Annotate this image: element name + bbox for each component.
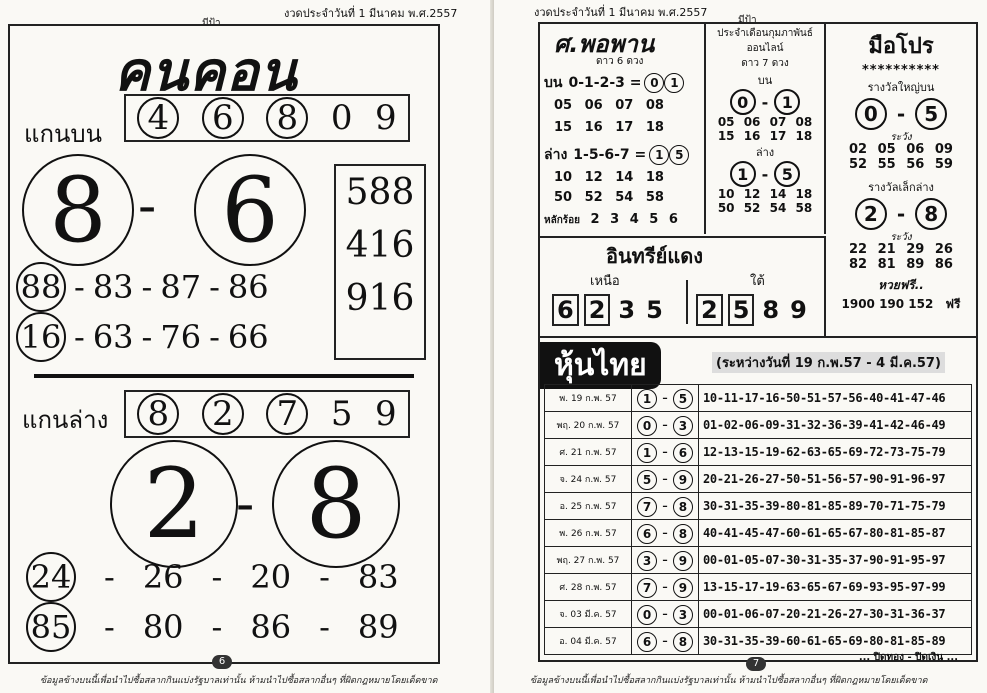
stock-numbers: 13-15-17-19-63-65-67-69-93-95-97-99 (699, 574, 972, 601)
bottom-label: แกนล่าง (22, 406, 109, 434)
stock-date: จ. 03 มี.ค. 57 (545, 601, 632, 628)
stock-panel (540, 336, 976, 662)
top-row-1: 88 - 83 - 87 - 86 (16, 262, 269, 312)
monthly-lang-nums-1: 10 12 14 18 (717, 187, 813, 201)
stock-numbers: 20-21-26-27-50-51-56-57-90-91-96-97 (699, 466, 972, 493)
phopan-bon-label: บน (544, 75, 563, 91)
stock-pair-a: 6 (637, 524, 657, 544)
right-footer-disclaimer: ข้อมูลข้างบนนี้เพื่อนำไปซื้อสลากกินแบ่งรัฐบาลเท่านั้น ห้ามนำไปซื้อสลากอื่นๆ ที่ผิดกฎหมายโดยเด็ดขาด (530, 676, 928, 686)
pro-panel (826, 24, 976, 334)
phopan-lang-r1: 1 (649, 145, 669, 165)
bottom-pair-left: 2 (110, 440, 238, 568)
section-divider (34, 374, 414, 378)
top-pair-left: 8 (22, 154, 134, 266)
stock-pair-a: 7 (637, 578, 657, 598)
stock-pair: 1 - 5 (632, 385, 699, 412)
logo-khonkhon: คนคอน (114, 40, 298, 103)
phopan-panel (540, 24, 706, 234)
right-issue-date: งวดประจำวันที่ 1 มีนาคม พ.ศ.2557 (534, 6, 708, 19)
stock-row (545, 493, 972, 520)
stock-pair-a: 5 (637, 470, 657, 490)
left-issue-date: งวดประจำวันที่ 1 มีนาคม พ.ศ.2557 (284, 7, 458, 20)
top-row2-n1: 16 (16, 312, 66, 362)
stock-pair-b: 6 (673, 443, 693, 463)
organic-south-label: ใต้ (750, 274, 765, 289)
pro-phone: 1900 190 152 (841, 297, 934, 311)
phopan-bon-row (544, 72, 684, 94)
stock-pair: 6 - 8 (632, 628, 699, 655)
pro-caution-1: ระวัง (890, 132, 912, 143)
left-brand: มีป้า (202, 18, 221, 29)
organic-south-digits: 2 5 8 9 (696, 294, 810, 326)
stock-closing: ... ปิดทอง - ปิดเงิน ... (858, 652, 958, 663)
stock-numbers: 10-11-17-16-50-51-57-56-40-41-47-46 (699, 385, 972, 412)
phopan-subtitle: ดาว 6 ดวง (596, 56, 644, 67)
monthly-lang-pair: 1 - 5 (706, 161, 824, 187)
bottom-row2-n2: 80 (142, 608, 184, 646)
organic-north-label: เหนือ (590, 274, 620, 289)
top-digit-box (124, 94, 410, 142)
phopan-hundreds-label: หลักร้อย (544, 215, 581, 226)
phopan-bon-nums-1: 05 06 07 08 (554, 98, 664, 113)
top-row1-n4: 86 (227, 268, 269, 306)
pro-first-label: รางวัลใหญ่บน (867, 81, 935, 94)
stock-row (545, 601, 972, 628)
top-row2-n3: 76 (160, 318, 202, 356)
stock-pair-b: 3 (673, 605, 693, 625)
monthly-panel (706, 24, 826, 234)
stock-row (545, 412, 972, 439)
stock-pair-a: 3 (637, 551, 657, 571)
phopan-bon-r1: 0 (644, 73, 664, 93)
stock-numbers: 01-02-06-09-31-32-36-39-41-42-46-49 (699, 412, 972, 439)
left-footer-disclaimer: ข้อมูลข้างบนนี้เพื่อนำไปซื้อสลากกินแบ่งรัฐบาลเท่านั้น ห้ามนำไปซื้อสลากอื่นๆ ที่ผิดกฎหมายโดยเด็ดขาด (40, 676, 438, 686)
bottom-digit-5: 9 (375, 394, 397, 434)
monthly-bon-pair: 0 - 1 (706, 89, 824, 115)
stock-pair: 0 - 3 (632, 412, 699, 439)
stock-pair: 6 - 8 (632, 520, 699, 547)
phopan-lang-r2: 5 (669, 145, 689, 165)
stock-date: พฤ. 20 ก.พ. 57 (545, 412, 632, 439)
three-digit-3: 916 (345, 278, 415, 319)
bottom-row1-n2: 26 (142, 558, 184, 596)
stock-date: พ. 26 ก.พ. 57 (545, 520, 632, 547)
stock-pair-b: 5 (673, 389, 693, 409)
left-frame (8, 24, 440, 664)
stock-pair: 3 - 9 (632, 547, 699, 574)
stock-pair-b: 9 (673, 551, 693, 571)
stock-date: อ. 25 ก.พ. 57 (545, 493, 632, 520)
stock-date: ศ. 21 ก.พ. 57 (545, 439, 632, 466)
stock-date: พ. 19 ก.พ. 57 (545, 385, 632, 412)
bottom-row-1: 24 - 26 - 20 - 83 (26, 552, 399, 602)
phopan-lang-nums-2: 50 52 54 58 (554, 190, 664, 205)
pro-second-nums-2: 82 81 89 86 (849, 257, 953, 272)
stock-pair-a: 1 (637, 443, 657, 463)
pro-free: ฟรี (945, 297, 961, 311)
stock-numbers: 00-01-06-07-20-21-26-27-30-31-36-37 (699, 601, 972, 628)
stock-date: จ. 24 ก.พ. 57 (545, 466, 632, 493)
stock-pair-b: 8 (673, 632, 693, 652)
monthly-bon-nums-2: 15 16 17 18 (717, 129, 813, 143)
top-row1-n1: 88 (16, 262, 66, 312)
pro-first-nums-2: 52 55 56 59 (849, 157, 953, 172)
right-brand: มีป้า (738, 15, 757, 26)
pro-first-pair: 0 - 5 (826, 98, 976, 130)
stock-title: หุ้นไทย (540, 342, 661, 389)
pro-free-label: หวยฟรี.. (878, 278, 924, 292)
monthly-bon-label: บน (757, 74, 773, 87)
stock-row (545, 520, 972, 547)
stock-pair: 5 - 9 (632, 466, 699, 493)
monthly-subtitle: ออนไลน์ (746, 43, 784, 54)
right-page-number: 7 (746, 657, 766, 671)
top-digit-4: 0 (330, 98, 353, 138)
bottom-row1-n1: 24 (26, 552, 76, 602)
bottom-digit-1: 8 (137, 393, 179, 435)
top-digit-5: 9 (375, 98, 397, 138)
phopan-title: ศ.พอพาน (554, 30, 655, 58)
top-row2-n4: 66 (227, 318, 269, 356)
phopan-lang-formula: 1-5-6-7 = (573, 147, 647, 163)
phopan-bon-nums-2: 15 16 17 18 (554, 120, 664, 135)
bottom-digit-box (124, 390, 410, 438)
stock-pair-b: 8 (673, 524, 693, 544)
top-row1-n3: 87 (160, 268, 202, 306)
stock-pair-b: 8 (673, 497, 693, 517)
phopan-lang-row (544, 144, 689, 166)
top-row1-n2: 83 (92, 268, 134, 306)
three-digit-1: 588 (345, 172, 415, 213)
pro-phone-row (826, 295, 976, 314)
three-digit-2: 416 (345, 225, 415, 266)
top-row-2: 16 - 63 - 76 - 66 (16, 312, 269, 362)
stock-numbers: 00-01-05-07-30-31-35-37-90-91-95-97 (699, 547, 972, 574)
phopan-lang-label: ล่าง (544, 147, 568, 163)
bottom-digit-3: 7 (266, 393, 308, 435)
bottom-row2-n3: 86 (250, 608, 292, 646)
stock-row (545, 574, 972, 601)
pro-second-pair: 2 - 8 (826, 198, 976, 230)
stock-pair: 7 - 8 (632, 493, 699, 520)
top-digit-1: 4 (137, 97, 179, 139)
bottom-digit-4: 5 (330, 394, 353, 434)
stock-numbers: 30-31-35-39-80-81-85-89-70-71-75-79 (699, 493, 972, 520)
bottom-row-2: 85 - 80 - 86 - 89 (26, 602, 399, 652)
bottom-row2-n1: 85 (26, 602, 76, 652)
right-page (494, 0, 987, 693)
stock-numbers: 30-31-35-39-60-61-65-69-80-81-85-89 (699, 628, 972, 655)
stock-pair-a: 0 (637, 416, 657, 436)
pro-first-nums-1: 02 05 06 09 (849, 142, 953, 157)
stock-pair-b: 9 (673, 578, 693, 598)
pro-stars: ********** (862, 63, 940, 78)
organic-title: อินทรีย์แดง (606, 244, 703, 268)
stock-table-wrap (544, 384, 972, 655)
stock-date: ศ. 28 ก.พ. 57 (545, 574, 632, 601)
organic-north-digits: 6 2 3 5 (552, 294, 666, 326)
stock-pair-a: 1 (637, 389, 657, 409)
top-row2-n2: 63 (92, 318, 134, 356)
monthly-lang-nums-2: 50 52 54 58 (717, 201, 813, 215)
monthly-title: ประจำเดือนกุมภาพันธ์ (717, 28, 813, 39)
stock-date: พฤ. 27 ก.พ. 57 (545, 547, 632, 574)
phopan-bon-r2: 1 (664, 73, 684, 93)
phopan-bon-formula: 0-1-2-3 = (568, 75, 642, 91)
pro-title: มือโปร (868, 34, 934, 59)
stock-row (545, 466, 972, 493)
stock-row (545, 385, 972, 412)
stock-pair: 7 - 9 (632, 574, 699, 601)
stock-pair-b: 9 (673, 470, 693, 490)
left-page-number: 6 (212, 655, 232, 669)
top-pair-sep: - (138, 174, 157, 237)
three-digit-box (334, 164, 426, 360)
stock-pair-a: 6 (637, 632, 657, 652)
phopan-hundreds: หลักร้อย 2 3 4 5 6 (544, 212, 678, 227)
stock-pair-a: 0 (637, 605, 657, 625)
monthly-bon-nums-1: 05 06 07 08 (717, 115, 813, 129)
stock-pair: 0 - 3 (632, 601, 699, 628)
bottom-digit-2: 2 (202, 393, 244, 435)
stock-table (544, 384, 972, 655)
bottom-row1-n4: 83 (357, 558, 399, 596)
bottom-row2-n4: 89 (357, 608, 399, 646)
pro-caution-2: ระวัง (890, 232, 912, 243)
stock-numbers: 40-41-45-47-60-61-65-67-80-81-85-87 (699, 520, 972, 547)
right-frame (538, 22, 978, 662)
top-label: แกนบน (24, 120, 103, 148)
monthly-lang-label: ล่าง (755, 146, 775, 159)
organic-divider (686, 280, 688, 324)
stock-pair-b: 3 (673, 416, 693, 436)
pro-second-nums-1: 22 21 29 26 (849, 242, 953, 257)
top-digit-3: 8 (266, 97, 308, 139)
stock-date: อ. 04 มี.ค. 57 (545, 628, 632, 655)
bottom-pair-sep: - (236, 472, 255, 535)
pro-second-label: รางวัลเล็กล่าง (868, 181, 934, 194)
phopan-lang-nums-1: 10 12 14 18 (554, 170, 664, 185)
stock-numbers: 12-13-15-19-62-63-65-69-72-73-75-79 (699, 439, 972, 466)
stock-row (545, 439, 972, 466)
top-digit-2: 6 (202, 97, 244, 139)
stock-pair-a: 7 (637, 497, 657, 517)
bottom-row1-n3: 20 (250, 558, 292, 596)
organic-panel (540, 236, 826, 336)
bottom-pair-right: 8 (272, 440, 400, 568)
stock-row (545, 547, 972, 574)
stock-range: (ระหว่างวันที่ 19 ก.พ.57 - 4 มี.ค.57) (712, 352, 945, 373)
top-pair-right: 6 (194, 154, 306, 266)
monthly-stars: ดาว 7 ดวง (741, 58, 789, 69)
stock-pair: 1 - 6 (632, 439, 699, 466)
